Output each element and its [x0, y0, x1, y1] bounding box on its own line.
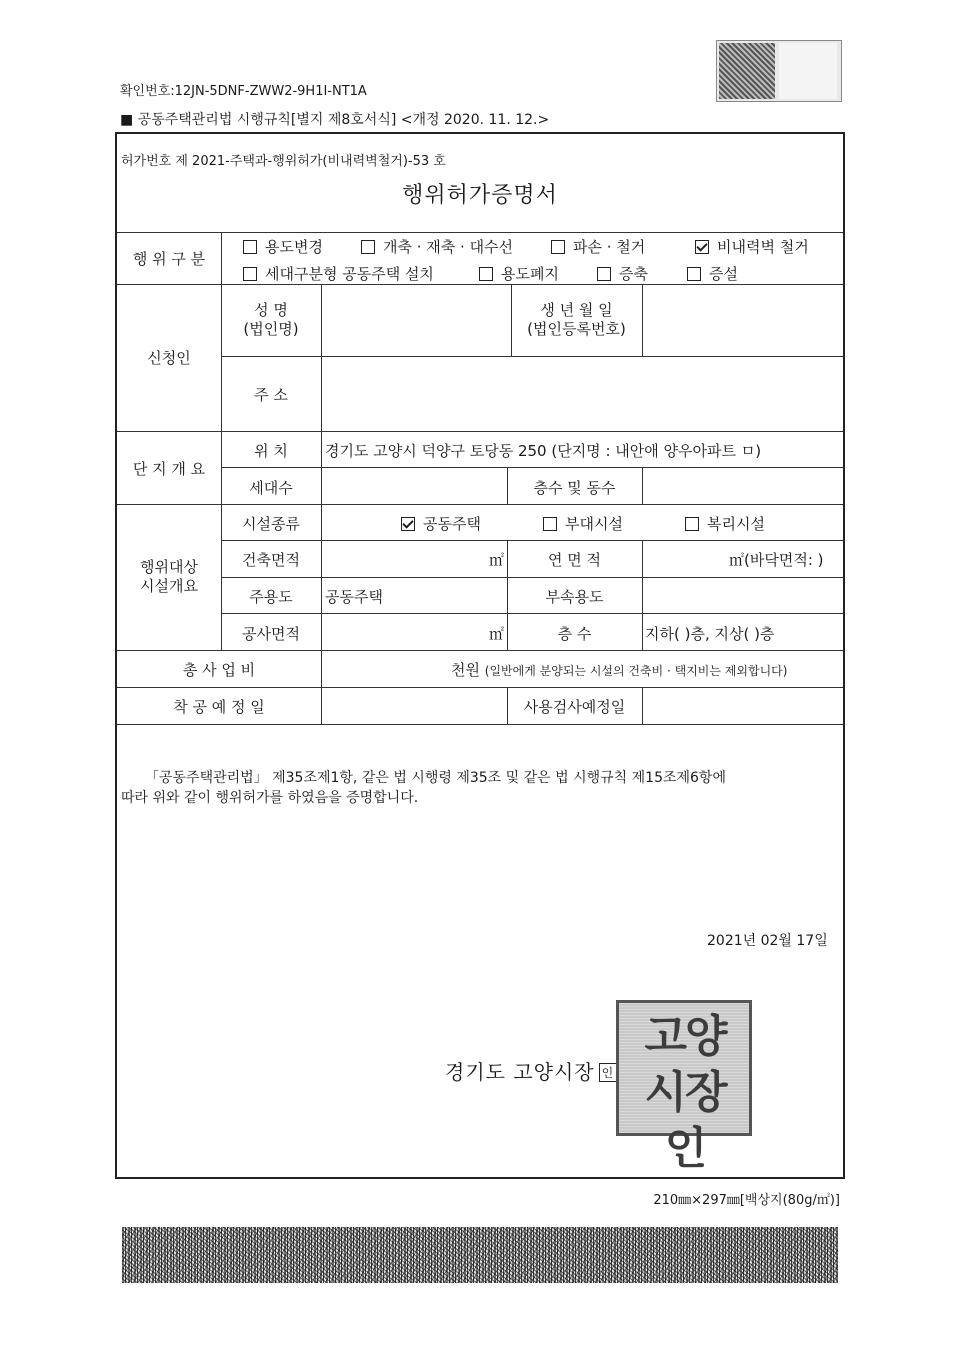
checkbox-icon [687, 267, 701, 281]
checked-checkbox-icon [695, 240, 709, 254]
action-option-rebuild[interactable]: 개축 · 재축 · 대수선 [361, 236, 513, 257]
location-field[interactable]: 경기도 고양시 덕양구 토당동 250 (단지명 : 내안애 양우아파트 ㅁ) [325, 442, 762, 460]
action-option-installation[interactable]: 증설 [687, 263, 738, 284]
statement-line-1: 「공동주택관리법」 제35조제1항, 같은 법 시행령 제35조 및 같은 법 시행규칙 제15조제6항에 [145, 770, 726, 786]
total-cost-note: (일반에게 분양되는 시설의 건축비 · 택지비는 제외합니다) [484, 664, 788, 678]
checked-checkbox-icon [401, 517, 415, 531]
name-label: 성 명 (법인명) [243, 301, 299, 338]
location-label: 위 치 [254, 442, 288, 460]
main-use-label: 주용도 [249, 588, 293, 606]
confirmation-number: 확인번호:12JN-5DNF-ZWW2-9H1I-NT1A [120, 84, 367, 99]
paper-spec: 210㎜×297㎜[백상지(80g/㎡)] [653, 1193, 840, 1208]
action-type-label: 행 위 구 분 [132, 250, 206, 268]
action-option-demolish[interactable]: 파손 · 철거 [551, 236, 645, 257]
birth-label: 생 년 월 일 (법인등록번호) [527, 301, 626, 338]
floor-area-field[interactable]: ㎡(바닥면적: ) [729, 551, 824, 569]
total-cost-label: 총 사 업 비 [182, 661, 256, 679]
stamp-text: 고양시장인 [644, 1011, 726, 1174]
complex-section-label: 단 지 개 요 [132, 460, 206, 478]
storeys-label: 층 수 [557, 625, 592, 643]
facility-section-label: 행위대상 시설개요 [140, 558, 198, 595]
verification-code-image [716, 40, 842, 102]
floors-label: 층수 및 동수 [533, 479, 616, 497]
action-option-nonbearing-wall[interactable]: 비내력벽 철거 [695, 236, 809, 257]
main-use-field[interactable]: 공동주택 [325, 588, 383, 606]
checkbox-icon [551, 240, 565, 254]
inspection-date-label: 사용검사예정일 [523, 698, 626, 716]
checkbox-icon [685, 517, 699, 531]
action-option-split-unit[interactable]: 세대구분형 공동주택 설치 [243, 263, 434, 284]
action-option-change-use[interactable]: 용도변경 [243, 236, 323, 257]
applicant-section-label: 신청인 [147, 349, 191, 367]
building-area-label: 건축면적 [242, 551, 300, 569]
issue-date: 2021년 02월 17일 [707, 933, 828, 949]
issuer-name: 경기도 고양시장 인 [445, 1056, 617, 1085]
work-area-label: 공사면적 [242, 625, 300, 643]
floor-area-label: 연 면 적 [547, 551, 601, 569]
sub-use-label: 부속용도 [545, 588, 604, 606]
permit-number: 허가번호 제 2021-주택과-행위허가(비내력벽철거)-53 호 [121, 154, 446, 169]
checkbox-icon [597, 267, 611, 281]
checkbox-icon [243, 240, 257, 254]
action-option-extension[interactable]: 증축 [597, 263, 648, 284]
seal-mark: 인 [599, 1063, 618, 1082]
facility-type-label: 시설종류 [242, 515, 300, 533]
security-barcode [122, 1227, 838, 1283]
action-option-abolish-use[interactable]: 용도폐지 [479, 263, 559, 284]
storeys-field[interactable]: 지하( )층, 지상( )층 [645, 625, 775, 643]
work-area-unit: ㎡ [489, 625, 505, 643]
checkbox-icon [243, 267, 257, 281]
checkbox-icon [361, 240, 375, 254]
checkbox-icon [479, 267, 493, 281]
page-title: 행위허가증명서 [402, 183, 558, 208]
households-label: 세대수 [249, 479, 293, 497]
facility-type-auxiliary[interactable]: 부대시설 [543, 513, 623, 534]
building-area-unit: ㎡ [489, 551, 505, 569]
total-cost-field[interactable]: 천원 (일반에게 분양되는 시설의 건축비 · 택지비는 제외합니다) [451, 661, 788, 679]
statement-line-2: 따라 위와 같이 행위허가를 하였음을 증명합니다. [121, 790, 419, 806]
start-date-label: 착 공 예 정 일 [173, 698, 265, 716]
form-reference: ■ 공동주택관리법 시행규칙[별지 제8호서식] <개정 2020. 11. 12.> [120, 112, 550, 128]
address-label: 주 소 [254, 386, 288, 404]
official-seal-stamp [616, 1000, 752, 1174]
facility-type-welfare[interactable]: 복리시설 [685, 513, 765, 534]
facility-type-housing[interactable]: 공동주택 [401, 513, 481, 534]
checkbox-icon [543, 517, 557, 531]
